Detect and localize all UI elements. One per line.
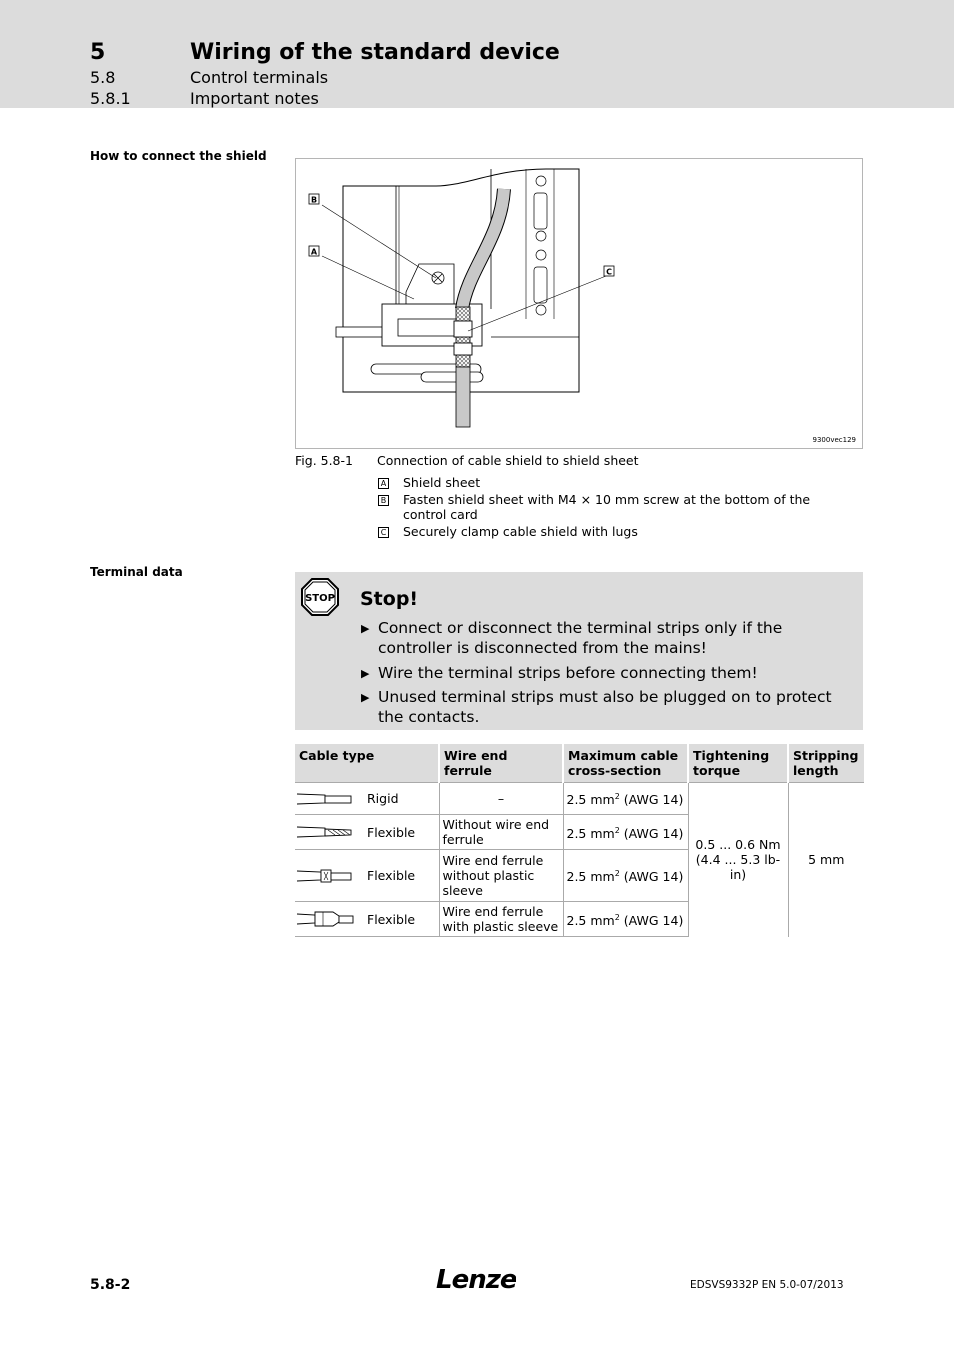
brand-logo-text: Lenze <box>436 1265 516 1294</box>
stop-bullet-3: ▶ Unused terminal strips must also be plugged on to protect the contacts. <box>361 688 832 726</box>
page-header <box>0 0 954 108</box>
header-tightening-torque: Tightening torque <box>688 744 788 783</box>
torque-cell: 0.5 ... 0.6 Nm (4.4 ... 5.3 lb-in) <box>688 783 788 937</box>
table-header-row <box>295 744 864 783</box>
table-row <box>295 783 864 815</box>
cross-section-cell: 2.5 $mm^2$ (AWG 14) <box>563 902 688 937</box>
cable-type-cell: Flexible <box>295 850 439 902</box>
terminal-data-table <box>295 744 864 937</box>
shield-diagram <box>296 159 862 448</box>
chapter-number: 5 <box>90 40 106 65</box>
header-max-cross-section: Maximum cable cross-section <box>563 744 688 783</box>
legend-text-c: Securely clamp cable shield with lugs <box>403 524 638 539</box>
legend-text-b: Fasten shield sheet with M4 × 10 mm screw at the bottom of the control card <box>403 492 811 522</box>
sleeved-ferrule-cable-icon <box>295 909 355 929</box>
rigid-cable-icon <box>295 789 355 809</box>
page-number: 5.8-2 <box>90 1277 131 1293</box>
subsection-title: Important notes <box>190 89 319 108</box>
legend-key-a: A <box>378 478 389 489</box>
section-number: 5.8 <box>90 68 116 87</box>
chapter-title: Wiring of the standard device <box>190 40 560 65</box>
cross-section-cell: 2.5 $mm^2$ (AWG 14) <box>563 783 688 815</box>
legend-item-a <box>378 475 843 490</box>
ferrule-cable-icon <box>295 866 355 886</box>
legend-item-b <box>378 492 843 522</box>
legend-text-a: Shield sheet <box>403 475 481 490</box>
stop-sign-text: STOP <box>305 593 335 604</box>
arrow-right-icon: ▶ <box>361 667 370 680</box>
subsection-number: 5.8.1 <box>90 89 131 108</box>
arrow-right-icon: ▶ <box>361 622 370 635</box>
cable-type-cell: Flexible <box>295 902 439 937</box>
header-stripping-length: Stripping length <box>788 744 864 783</box>
stop-title: Stop! <box>360 588 419 610</box>
arrow-right-icon: ▶ <box>361 691 370 704</box>
cross-section-cell: 2.5 $mm^2$ (AWG 14) <box>563 815 688 850</box>
cable-type-cell: Flexible <box>295 815 439 850</box>
section-title: Control terminals <box>190 68 329 87</box>
callout-a: A <box>310 247 318 257</box>
callout-b: B <box>310 195 318 205</box>
document-id: EDSVS9332P EN 5.0-07/2013 <box>690 1279 844 1291</box>
lenze-logo <box>436 1262 516 1294</box>
figure-code: 9300vec129 <box>812 436 856 444</box>
cable-type-cell: Rigid <box>295 783 439 815</box>
stripping-length-cell: 5 mm <box>788 783 864 937</box>
terminal-side-label: Terminal data <box>90 565 183 579</box>
header-cable-type: Cable type <box>295 744 439 783</box>
legend-key-c: C <box>378 527 389 538</box>
stop-sign-icon <box>300 577 340 617</box>
callout-c: C <box>606 267 612 277</box>
header-wire-end-ferrule: Wire end ferrule <box>439 744 563 783</box>
ferrule-cell: Wire end ferrule without plastic sleeve <box>439 850 563 902</box>
shield-side-label: How to connect the shield <box>90 149 267 163</box>
flexible-stranded-cable-icon <box>295 822 355 842</box>
legend-key-b: B <box>378 495 389 506</box>
figure-caption-number: Fig. 5.8-1 <box>295 453 353 468</box>
legend-item-c <box>378 524 843 539</box>
ferrule-cell: Wire end ferrule with plastic sleeve <box>439 902 563 937</box>
ferrule-cell: Without wire end ferrule <box>439 815 563 850</box>
ferrule-cell: – <box>439 783 563 815</box>
cross-section-cell: 2.5 $mm^2$ (AWG 14) <box>563 850 688 902</box>
shield-connection-figure <box>295 158 863 449</box>
figure-caption-text: Connection of cable shield to shield sheet <box>377 453 639 468</box>
stop-bullet-1: ▶ Connect or disconnect the terminal strips only if the controller is disconnected from the mains! <box>361 619 783 657</box>
stop-warning-box <box>295 572 863 730</box>
stop-bullet-2: ▶ Wire the terminal strips before connecting them! <box>361 664 758 682</box>
